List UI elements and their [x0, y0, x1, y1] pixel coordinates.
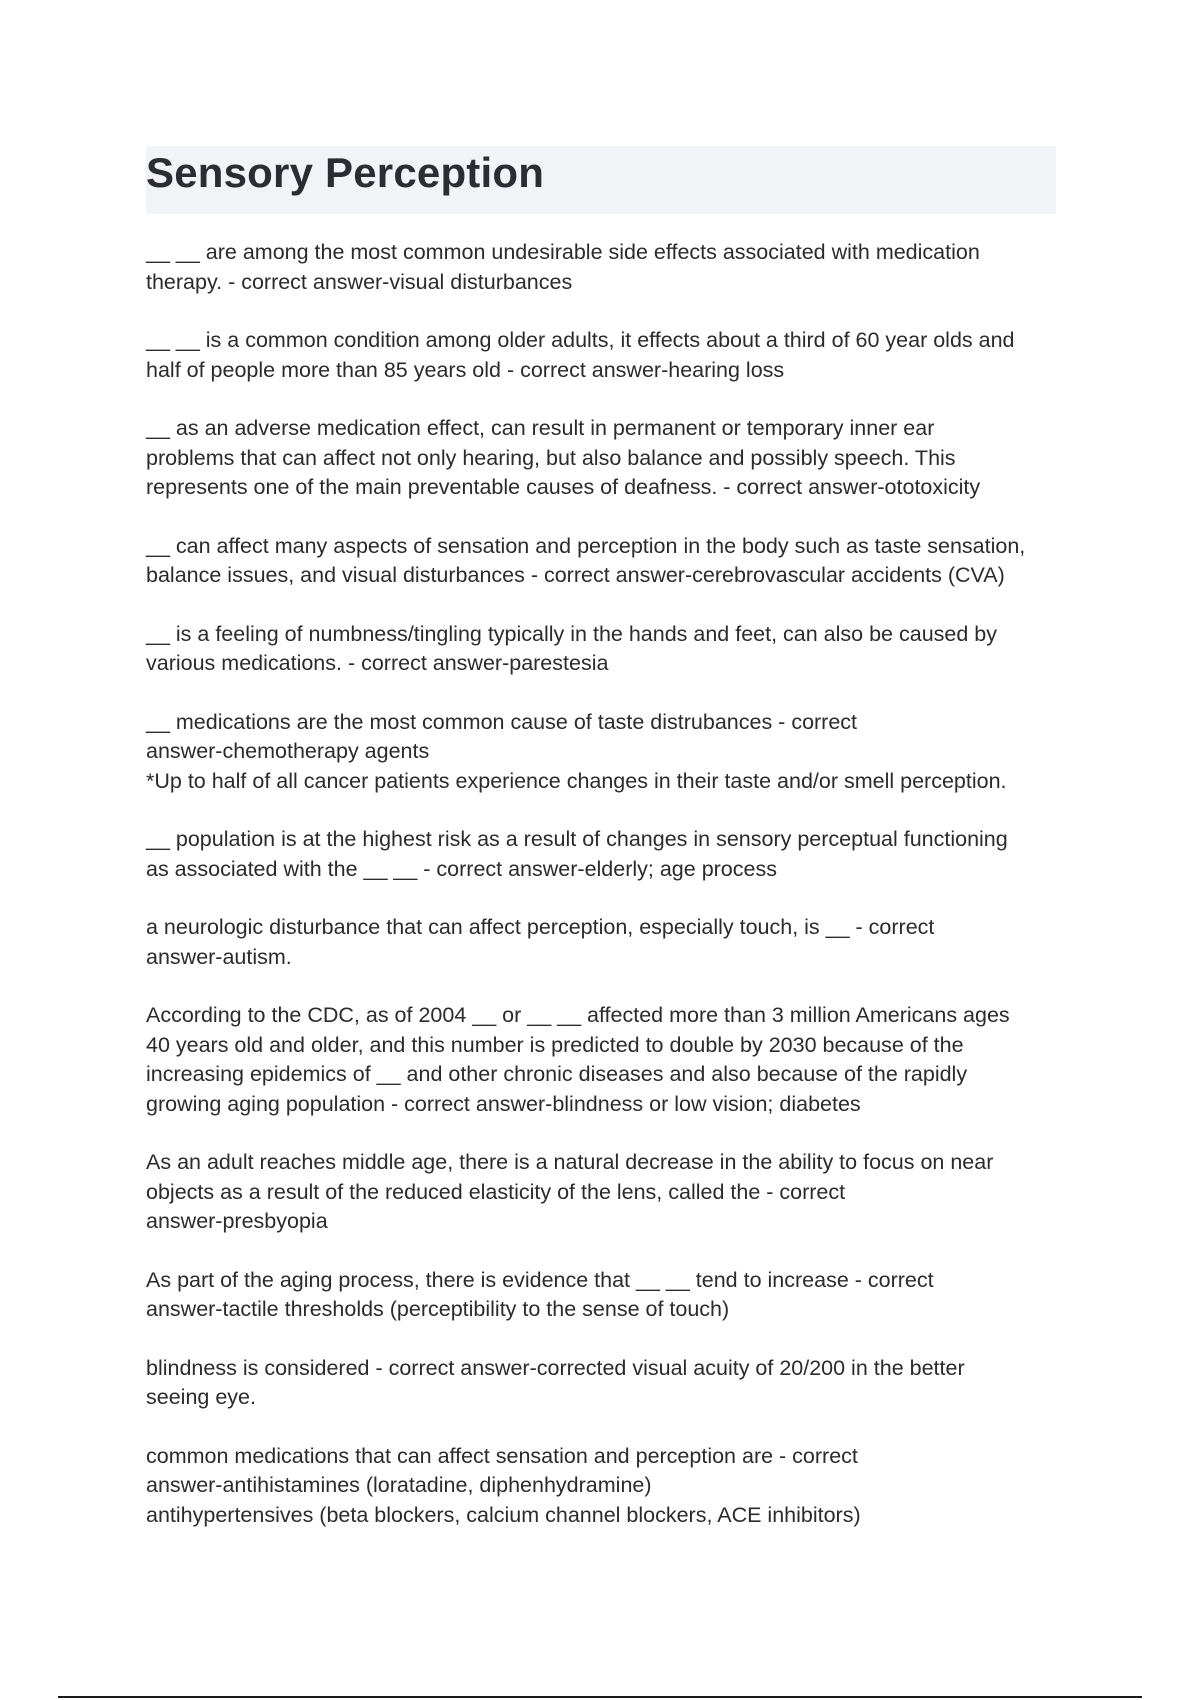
qa-line: antihypertensives (beta blockers, calcium channel blockers, ACE inhibitors)	[146, 1502, 861, 1527]
qa-line: __ is a feeling of numbness/tingling typically in the hands and feet, can also be caused by	[146, 621, 997, 646]
qa-item	[146, 620, 1066, 679]
qa-line: increasing epidemics of __ and other chronic diseases and also because of the rapidly	[146, 1062, 968, 1086]
qa-item	[146, 913, 1066, 972]
qa-line: half of people more than 85 years old - correct answer-hearing loss	[146, 357, 785, 382]
qa-item	[146, 1148, 1066, 1237]
qa-line: various medications. - correct answer-parestesia	[146, 651, 609, 675]
qa-line: According to the CDC, as of 2004 __ or __ __ affected more than 3 million Americans ages	[146, 1003, 1010, 1027]
qa-line: answer-antihistamines (loratadine, diphenhydramine)	[146, 1473, 652, 1497]
qa-item	[146, 326, 1066, 385]
qa-line: *Up to half of all cancer patients experience changes in their taste and/or smell perception.	[146, 768, 1007, 793]
qa-list	[146, 238, 1066, 1559]
qa-line: blindness is considered - correct answer-corrected visual acuity of 20/200 in the better	[146, 1355, 965, 1380]
qa-item	[146, 414, 1066, 503]
qa-item	[146, 1354, 1066, 1413]
qa-item	[146, 825, 1066, 884]
qa-line: as associated with the __ __ - correct answer-elderly; age process	[146, 856, 777, 881]
qa-line: As an adult reaches middle age, there is a natural decrease in the ability to focus on near	[146, 1150, 994, 1174]
qa-line: __ population is at the highest risk as a result of changes in sensory perceptual functioning	[146, 827, 1008, 851]
qa-line: __ __ is a common condition among older adults, it effects about a third of 60 year olds and	[146, 328, 1015, 352]
qa-line: answer-tactile thresholds (perceptibility to the sense of touch)	[146, 1297, 730, 1321]
qa-line: __ as an adverse medication effect, can result in permanent or temporary inner ear	[146, 416, 935, 440]
qa-line: As part of the aging process, there is evidence that __ __ tend to increase - correct	[146, 1267, 934, 1292]
qa-line: represents one of the main preventable causes of deafness. - correct answer-ototoxicity	[146, 475, 981, 499]
qa-line: __ medications are the most common cause of taste distrubances - correct	[146, 709, 858, 734]
qa-item	[146, 708, 1066, 797]
qa-line: 40 years old and older, and this number is predicted to double by 2030 because of the	[146, 1032, 964, 1057]
qa-line: __ can affect many aspects of sensation and perception in the body such as taste sensation,	[146, 533, 1026, 558]
qa-line: __ __ are among the most common undesirable side effects associated with medication	[146, 240, 980, 264]
qa-line: objects as a result of the reduced elasticity of the lens, called the - correct	[146, 1179, 846, 1204]
qa-line: growing aging population - correct answer-blindness or low vision; diabetes	[146, 1091, 861, 1116]
qa-item	[146, 1001, 1066, 1119]
qa-line: problems that can affect not only hearing, but also balance and possibly speech. This	[146, 445, 956, 470]
qa-line: answer-autism.	[146, 944, 292, 969]
qa-item	[146, 1442, 1066, 1531]
qa-item	[146, 1266, 1066, 1325]
qa-item	[146, 238, 1066, 297]
qa-line: seeing eye.	[146, 1385, 256, 1409]
qa-line: balance issues, and visual disturbances - correct answer-cerebrovascular accidents (CVA)	[146, 563, 1005, 587]
qa-line: a neurologic disturbance that can affect perception, especially touch, is __ - correct	[146, 915, 935, 939]
qa-line: answer-chemotherapy agents	[146, 739, 430, 763]
qa-line: therapy. - correct answer-visual disturbances	[146, 269, 573, 294]
page-title: Sensory Perception	[146, 149, 545, 196]
footer-rule	[58, 1696, 1142, 1698]
qa-item	[146, 532, 1066, 591]
qa-line: answer-presbyopia	[146, 1209, 328, 1233]
qa-line: common medications that can affect sensation and perception are - correct	[146, 1443, 858, 1468]
